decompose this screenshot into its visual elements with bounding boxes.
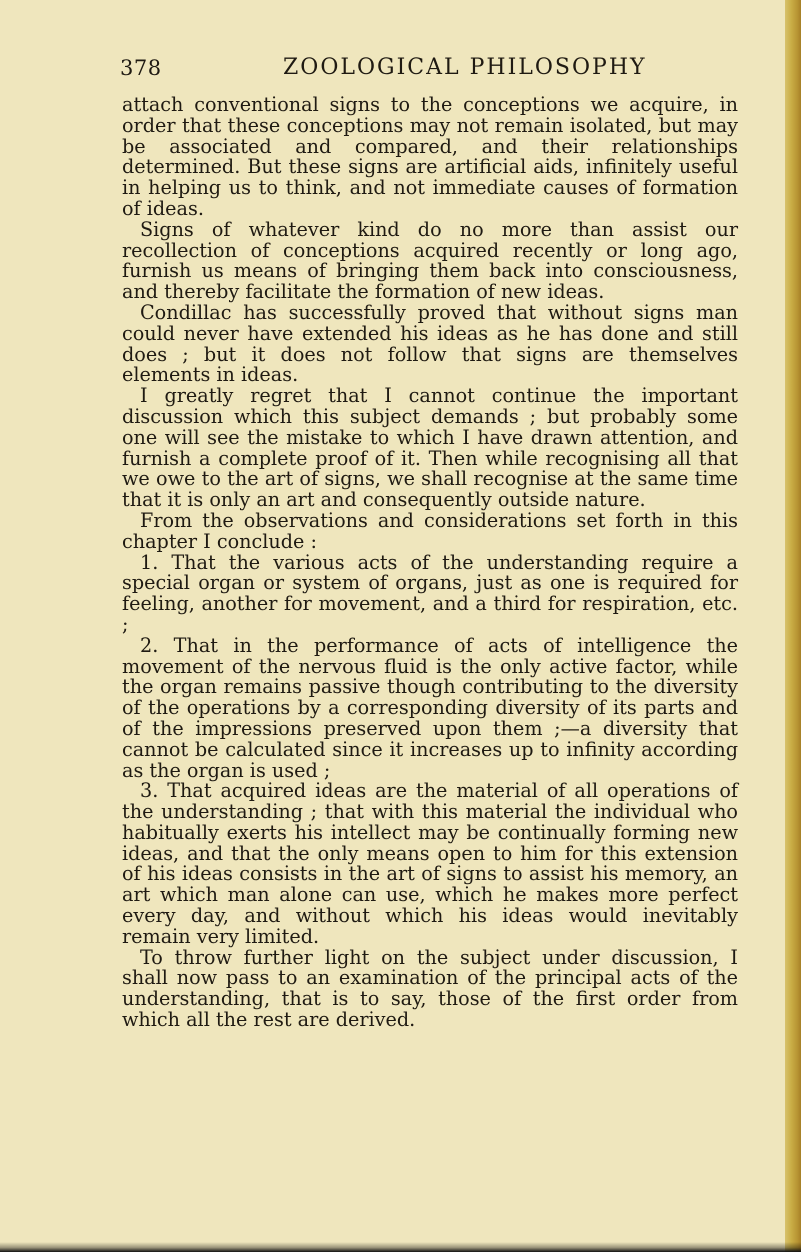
running-head: ZOOLOGICAL PHILOSOPHY	[283, 55, 647, 80]
body-text	[122, 95, 738, 1031]
bottom-shadow	[0, 1242, 801, 1252]
paragraph-9: To throw further light on the subject under discussion, I shall now pass to an examination of the principal acts of the understanding, that is to say, those of the first order from which all the rest are derived.	[122, 945, 738, 1032]
paragraph-8: 3. That acquired ideas are the material of all operations of the understanding ; that with this material the individual who habitually exerts his intellect may be continually forming new ideas, and that the only means open to him for this extension of his ideas consists in the art of signs to assist his memory, an art which man alone can use, which he makes more perfect every day, and without which his ideas would inevitably remain very limited.	[122, 779, 738, 948]
paragraph-2: Signs of whatever kind do no more than assist our recollection of conceptions acquired recently or long ago, furnish us means of bringing them back into consciousness, and thereby facilitate the formation of new ideas.	[122, 217, 738, 304]
paragraph-6: 1. That the various acts of the understanding require a special organ or system of organs, just as one is required for feeling, another for movement, and a third for respiration, etc. ;	[122, 550, 738, 636]
paragraph-3: Condillac has successfully proved that without signs man could never have extended his ideas as he has done and still does ; but it does not follow that signs are themselves elements in ideas.	[122, 300, 738, 387]
paragraph-4: I greatly regret that I cannot continue the important discussion which this subject demands ; but probably some one will see the mistake to which I have drawn attention, and furnish a complete proof of it. Then while recognising all that we owe to the art of signs, we shall recognise at the same time that it is only an art and consequently outside nature.	[122, 384, 738, 512]
paragraph-1: attach conventional signs to the conceptions we acquire, in order that these conceptions may not remain isolated, but may be associated and compared, and their relationships determined. But these signs are artificial aids, infinitely useful in helping us to think, and not immediate causes of formation of ideas.	[122, 93, 738, 220]
page-number: 378	[120, 56, 162, 80]
page-header	[0, 56, 780, 90]
page-edge	[785, 0, 801, 1252]
paragraph-5: From the observations and considerations set forth in this chapter I conclude :	[122, 508, 738, 553]
paragraph-7: 2. That in the performance of acts of intelligence the movement of the nervous fluid is the only active factor, while the organ remains passive though contributing to the diversity of the operations by a corresponding diversity of its parts and of the impressions preserved upon them ;—a diversity that cannot be calculated since it increases up to infinity according as the organ is used ;	[122, 633, 738, 782]
